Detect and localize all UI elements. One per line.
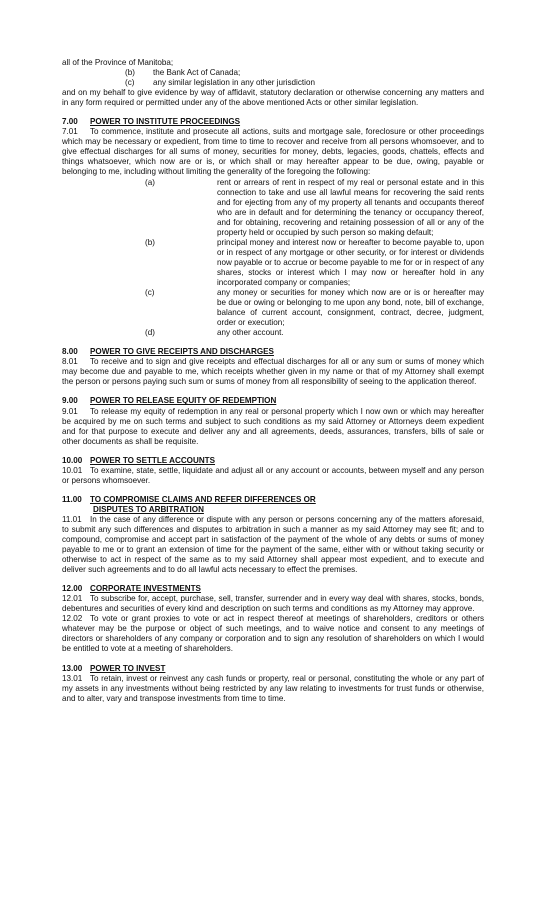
paragraph-8-01: [62, 357, 484, 387]
section-heading-13: [62, 664, 484, 674]
document-page: [62, 58, 484, 704]
paragraph-7-01: [62, 127, 484, 177]
section-number: 13.00: [62, 663, 83, 673]
list-item-7a: [145, 178, 484, 238]
paragraph-text: To subscribe for, accept, purchase, sell, transfer, surrender and in every way deal with shares, stocks, bonds, debentures and securities of every kind and description on such terms and conditions as my Attorney may approve.: [62, 594, 484, 614]
item-text: any similar legislation in any other jurisdiction: [153, 78, 315, 88]
paragraph-text: To vote or grant proxies to vote or act in respect thereof at meetings of shareholders, creditors or others whatever may be the purpose or object of such meetings, and to waive notice and consent to any meetings of directors or shareholders of any company or corporation and to sign any resolution of shareholders on which I would be entitled to vote at a meeting of shareholders.: [62, 614, 484, 654]
item-label: (c): [125, 78, 135, 88]
paragraph-text: In the case of any difference or dispute with any person or persons concerning any of the matters aforesaid, to submit any such differences and disputes to arbitration in such a manner as my said Attorney may see fit; and to compound, compromise and accept part in satisfaction of the payment of the whole of any debts or sums of money payable to me or to grant an extension of time for the payment of the same, either with or without taking security or otherwise to act in respect of the same as to my said Attorney shall appear most expedient, and to execute and deliver such agreements and to do all lawful acts necessary to effect the premises.: [62, 514, 484, 575]
item-label: (a): [145, 177, 155, 187]
paragraph-number: 12.02: [62, 614, 83, 624]
intro-closing: and on my behalf to give evidence by way of affidavit, statutory declaration or otherwise concerning any matters and in any form required or permitted under any of the above mentioned Acts or other similar legislation.: [62, 88, 484, 108]
paragraph-number: 10.01: [62, 465, 83, 475]
paragraph-11-01: [62, 515, 484, 575]
paragraph-12-01: [62, 594, 484, 614]
intro-item-b: [62, 68, 484, 78]
paragraph-text: To receive and to sign and give receipts and effectual discharges for all or any sum or sums of money which may become due and payable to me, which receipts whether given in my name or that of my Attorney shall exempt the person or persons paying such sum or sums of money from all responsibility of seeing to the application thereof.: [62, 357, 484, 387]
item-label: (b): [145, 237, 155, 247]
paragraph-number: 12.01: [62, 594, 83, 604]
section-heading-7: [62, 117, 484, 127]
paragraph-number: 11.01: [62, 514, 82, 524]
paragraph-text: To release my equity of redemption in any real or personal property which I now own or which may hereafter be acquired by me on such terms and subject to such conditions as my said Attorney or Attorneys deem expedient and for that purpose to execute and deliver any and all agreements, deeds, assurances, transfers, bills of sale or other documents as shall be requisite.: [62, 406, 484, 446]
item-text: any other account.: [217, 328, 284, 338]
paragraph-number: 7.01: [62, 127, 78, 137]
list-item-7c: [145, 288, 484, 328]
list-item-7b: [145, 238, 484, 288]
section-title: CORPORATE INVESTMENTS: [90, 584, 201, 594]
paragraph-13-01: [62, 674, 484, 704]
section-heading-11: [62, 495, 484, 505]
item-label: (c): [145, 288, 155, 298]
paragraph-number: 13.01: [62, 673, 83, 683]
section-number: 11.00: [62, 494, 82, 504]
intro-item-c: [62, 78, 484, 88]
section-title: TO COMPROMISE CLAIMS AND REFER DIFFERENCES OR: [90, 494, 316, 504]
section-title-continued: DISPUTES TO ARBITRATION: [93, 504, 204, 514]
paragraph-text: To retain, invest or reinvest any cash funds or property, real or personal, constituting the whole or any part of my assets in any investments without being restricted by any law relating to investments for trust funds or otherwise, and to alter, vary and transpose investments from time to time.: [62, 673, 484, 703]
paragraph-12-02: [62, 614, 484, 654]
section-number: 12.00: [62, 584, 83, 594]
section-heading-8: [62, 347, 484, 357]
paragraph-number: 9.01: [62, 406, 78, 416]
paragraph-10-01: [62, 466, 484, 486]
section-heading-11-line2: [62, 505, 484, 515]
section-number: 10.00: [62, 455, 83, 465]
paragraph-text: To examine, state, settle, liquidate and adjust all or any account or accounts, between myself and any person or persons whomsoever.: [62, 465, 484, 485]
item-text: rent or arrears of rent in respect of my real or personal estate and in this connection to take and use all lawful means for recovering the said rents and for ejecting from any of my property all tenants and occupants thereof who are in default and for determining the tenancy or occupancy thereof, and for obtaining, recovering and retaining possession of all or any of the property held or occupied by such person so making default;: [217, 177, 484, 237]
item-text: any money or securities for money which now are or is or hereafter may be due or owing or belonging to me upon any bond, note, bill of exchange, balance of current account, consignment, contract, decree, judgment, order or execution;: [217, 288, 484, 328]
section-title: POWER TO RELEASE EQUITY OF REDEMPTION: [90, 396, 277, 406]
list-item-7d: [145, 328, 484, 338]
item-text: principal money and interest now or hereafter to become payable to, upon or in respect of any mortgage or other security, or for interest or dividends now payable or to accrue or become payable to me for or in respect of any shares, stocks or interest which I may now or hereafter hold in any incorporated company or companies;: [217, 237, 484, 287]
section-title: POWER TO INVEST: [90, 663, 166, 673]
item-label: (d): [145, 328, 155, 338]
section-title: POWER TO INSTITUTE PROCEEDINGS: [90, 117, 241, 127]
section-heading-12: [62, 584, 484, 594]
section-heading-9: [62, 396, 484, 406]
section-number: 8.00: [62, 347, 78, 357]
paragraph-9-01: [62, 407, 484, 447]
section-title: POWER TO GIVE RECEIPTS AND DISCHARGES: [90, 347, 274, 357]
paragraph-number: 8.01: [62, 357, 78, 367]
item-label: (b): [125, 68, 135, 78]
section-number: 7.00: [62, 117, 78, 127]
section-title: POWER TO SETTLE ACCOUNTS: [90, 455, 216, 465]
section-number: 9.00: [62, 396, 78, 406]
intro-line: all of the Province of Manitoba;: [62, 58, 174, 67]
item-text: the Bank Act of Canada;: [153, 68, 241, 78]
section-heading-10: [62, 456, 484, 466]
paragraph-text: To commence, institute and prosecute all actions, suits and mortgage sale, foreclosure or other proceedings which may be necessary or expedient, from time to time to recover and receive from all persons whomsoever, and to give effectual discharges for all sums of money, securities for money, debts, legacies, goods, chattels, effects and things whatsoever, which now are or is, or which shall or may hereafter appear to be due, owing, payable or belonging to me, including without limiting the generality of the foregoing the following:: [62, 127, 484, 177]
